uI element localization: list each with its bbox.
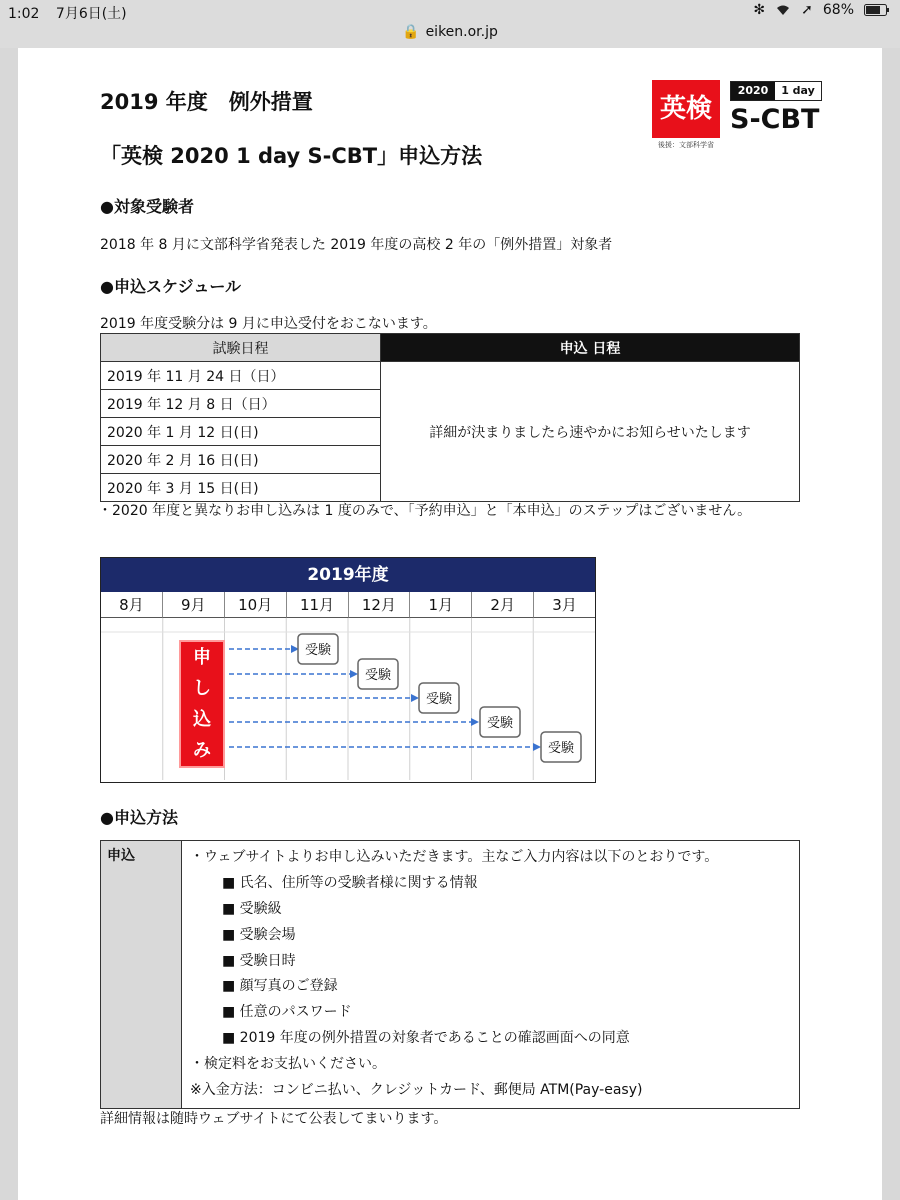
wifi-icon xyxy=(775,4,791,16)
exam-label: 受験 xyxy=(547,741,575,756)
apply-char: 込 xyxy=(193,709,211,730)
list-item: ■ 2019 年度の例外措置の対象者であることの確認画面への同意 xyxy=(222,1030,630,1047)
column-header-exam: 試験日程 xyxy=(101,334,381,362)
target-text: 2018 年 8 月に文部科学省発表した 2019 年度の高校 2 年の「例外措置」対象者 xyxy=(100,237,613,253)
exam-date: 2020 年 1 月 12 日(日) xyxy=(101,418,381,446)
arrowhead xyxy=(411,694,419,702)
logo-day: 1 day xyxy=(781,84,815,97)
logo-year: 2020 xyxy=(731,82,775,100)
section-heading-schedule: ●申込スケジュール xyxy=(100,277,242,296)
exam-date: 2020 年 3 月 15 日(日) xyxy=(101,474,381,502)
apply-method-table xyxy=(100,840,800,1109)
apply-label: 申込 xyxy=(101,841,182,1109)
list-item: ■ 顔写真のご登録 xyxy=(222,978,338,995)
arrowhead xyxy=(350,670,358,678)
month-label: 9月 xyxy=(163,592,225,618)
url-bar[interactable] xyxy=(0,24,900,48)
date: 7月6日(土) xyxy=(55,6,127,22)
timeline-diagram xyxy=(100,557,596,783)
fee-note: ・検定料をお支払いください。 xyxy=(190,1056,386,1073)
logo-year-box xyxy=(730,81,822,101)
document-page xyxy=(18,48,882,1200)
url-text: eiken.or.jp xyxy=(425,24,498,40)
exam-label: 受験 xyxy=(364,668,392,683)
table-row xyxy=(101,362,800,390)
month-label: 12月 xyxy=(349,592,411,618)
loading-icon: ✻ xyxy=(753,2,766,18)
exam-date: 2019 年 12 月 8 日（日） xyxy=(101,390,381,418)
section-heading-method: ●申込方法 xyxy=(100,808,178,827)
lock-icon: 🔒 xyxy=(402,24,420,40)
schedule-intro: 2019 年度受験分は 9 月に申込受付をおこないます。 xyxy=(100,316,437,332)
month-label: 1月 xyxy=(410,592,472,618)
exam-date: 2020 年 2 月 16 日(日) xyxy=(101,446,381,474)
apply-content xyxy=(182,841,800,1109)
section-heading-target: ●対象受験者 xyxy=(100,197,194,216)
timeline-graphics xyxy=(101,558,595,782)
arrowhead xyxy=(533,743,541,751)
month-label: 2月 xyxy=(472,592,534,618)
list-item: ■ 受験日時 xyxy=(222,952,296,969)
month-label: 10月 xyxy=(225,592,287,618)
payment-methods: ※入金方法：コンビニ払い、クレジットカード、郵便局 ATM(Pay-easy) xyxy=(190,1082,643,1099)
schedule-table xyxy=(100,333,800,502)
column-header-apply: 申込 日程 xyxy=(381,334,800,362)
list-item: ■ 受験級 xyxy=(222,900,282,917)
page-title-line1: 2019 年度 例外措置 xyxy=(100,90,313,114)
apply-period-box xyxy=(179,640,225,768)
list-item: ■ 任意のパスワード xyxy=(222,1004,352,1021)
exam-label: 受験 xyxy=(425,692,453,707)
footer-note: 詳細情報は随時ウェブサイトにて公表してまいります。 xyxy=(100,1111,448,1127)
apply-char: み xyxy=(193,740,211,761)
exam-label: 受験 xyxy=(486,716,514,731)
list-item: ■ 受験会場 xyxy=(222,926,296,943)
page-title-line2: 「英検 2020 1 day S-CBT」申込方法 xyxy=(100,144,483,168)
apply-schedule-note: 詳細が決まりましたら速やかにお知らせいたします xyxy=(381,362,800,502)
apply-char: し xyxy=(193,678,211,699)
exam-label: 受験 xyxy=(304,643,332,658)
apply-intro: ・ウェブサイトよりお申し込みいただきます。主なご入力内容は以下のとおりです。 xyxy=(190,849,719,865)
clock: 1:02 xyxy=(8,6,40,22)
apply-char: 申 xyxy=(193,647,211,668)
month-label: 8月 xyxy=(101,592,163,618)
month-label: 3月 xyxy=(534,592,595,618)
status-bar xyxy=(0,0,900,24)
logo-sponsor: 後援：文部科学省 xyxy=(658,141,714,149)
list-item: ■ 氏名、住所等の受験者様に関する情報 xyxy=(222,874,478,891)
month-label: 11月 xyxy=(287,592,349,618)
schedule-footnote: ・2020 年度と異なりお申し込みは 1 度のみで、「予約申込」と「本申込」のステップはございません。 xyxy=(98,503,752,519)
timeline-header: 2019年度 xyxy=(101,558,595,592)
location-icon: ➚ xyxy=(801,2,813,18)
logo-scbt: S-CBT xyxy=(730,104,820,135)
exam-date: 2019 年 11 月 24 日（日） xyxy=(101,362,381,390)
arrowhead xyxy=(471,718,479,726)
battery-percent: 68% xyxy=(822,2,854,18)
eiken-logo: 英検 xyxy=(652,80,720,138)
battery-icon xyxy=(864,4,890,16)
